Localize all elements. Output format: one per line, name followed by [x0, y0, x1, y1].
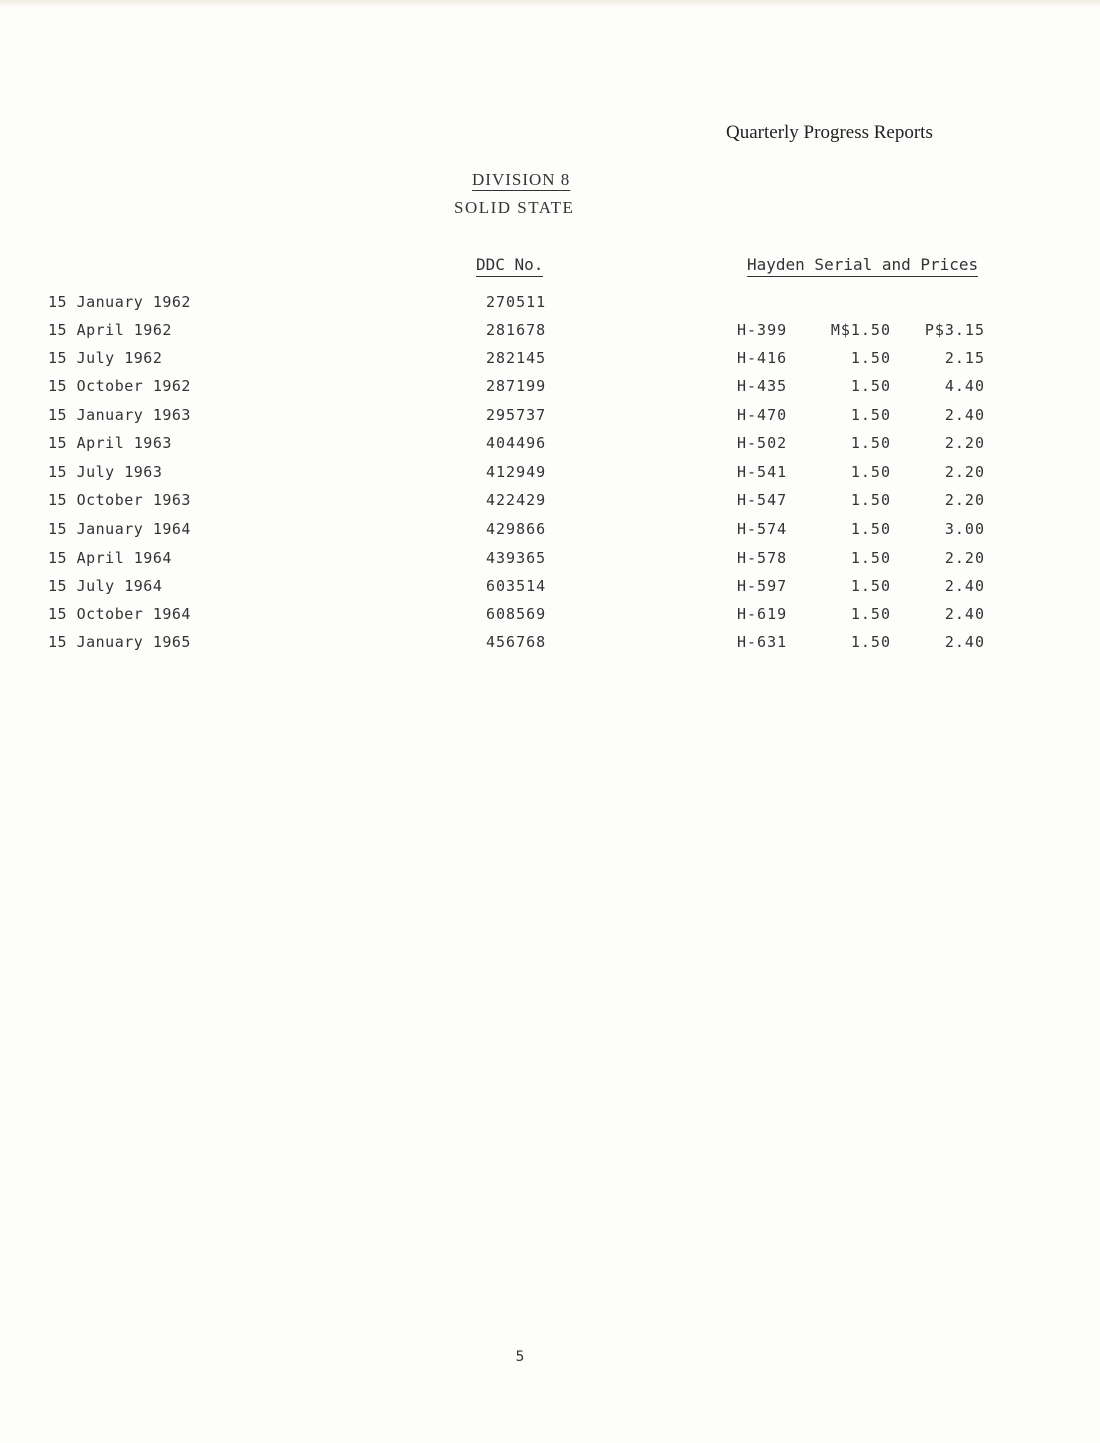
price-m: 1.50 — [850, 406, 891, 424]
ddc-number: 608569 — [486, 605, 547, 623]
price-m: M$1.50 — [830, 321, 891, 339]
price-p: 2.40 — [944, 605, 985, 623]
page-number: 5 — [515, 1349, 525, 1365]
price-m: 1.50 — [850, 434, 891, 452]
price-p: 2.40 — [944, 577, 985, 595]
ddc-number: 404496 — [486, 434, 547, 452]
ddc-number: 603514 — [486, 577, 547, 595]
report-date: 15 July 1963 — [48, 463, 163, 481]
hayden-serial: H-619 — [737, 605, 788, 623]
report-date: 15 January 1964 — [48, 520, 191, 538]
division-heading: DIVISION 8 — [472, 170, 571, 189]
price-p: 2.20 — [944, 491, 985, 509]
ddc-number: 281678 — [486, 321, 547, 339]
price-m: 1.50 — [850, 520, 891, 538]
report-date: 15 July 1964 — [48, 577, 163, 595]
price-p: 2.40 — [944, 633, 985, 651]
ddc-number: 282145 — [486, 349, 547, 367]
price-p: 2.15 — [944, 349, 985, 367]
ddc-number: 456768 — [486, 633, 547, 651]
table-row — [0, 434, 1100, 458]
ddc-number: 270511 — [486, 293, 547, 311]
page-header-title: Quarterly Progress Reports — [726, 122, 933, 143]
hayden-serial: H-597 — [737, 577, 788, 595]
table-row — [0, 633, 1100, 657]
hayden-serial: H-547 — [737, 491, 788, 509]
table-row — [0, 463, 1100, 487]
table-row — [0, 377, 1100, 401]
hayden-serial: H-631 — [737, 633, 788, 651]
price-m: 1.50 — [850, 349, 891, 367]
page-edge-shadow — [0, 0, 1100, 8]
report-date: 15 April 1964 — [48, 549, 172, 567]
report-date: 15 October 1964 — [48, 605, 191, 623]
hayden-serial: H-399 — [737, 321, 788, 339]
hayden-serial: H-541 — [737, 463, 788, 481]
price-m: 1.50 — [850, 491, 891, 509]
price-p: 2.40 — [944, 406, 985, 424]
table-row — [0, 549, 1100, 573]
report-date: 15 January 1963 — [48, 406, 191, 424]
report-date: 15 April 1962 — [48, 321, 172, 339]
price-m: 1.50 — [850, 549, 891, 567]
price-m: 1.50 — [850, 463, 891, 481]
hayden-serial: H-416 — [737, 349, 788, 367]
ddc-number: 439365 — [486, 549, 547, 567]
hayden-serial: H-574 — [737, 520, 788, 538]
price-p: 2.20 — [944, 434, 985, 452]
report-date: 15 July 1962 — [48, 349, 163, 367]
price-m: 1.50 — [850, 377, 891, 395]
table-row — [0, 577, 1100, 601]
ddc-number: 412949 — [486, 463, 547, 481]
table-row — [0, 406, 1100, 430]
hayden-serial: H-470 — [737, 406, 788, 424]
price-m: 1.50 — [850, 577, 891, 595]
ddc-number: 422429 — [486, 491, 547, 509]
report-date: 15 January 1962 — [48, 293, 191, 311]
price-p: P$3.15 — [924, 321, 985, 339]
price-p: 3.00 — [944, 520, 985, 538]
price-m: 1.50 — [850, 605, 891, 623]
table-row — [0, 491, 1100, 515]
table-row — [0, 321, 1100, 345]
table-row — [0, 605, 1100, 629]
price-p: 2.20 — [944, 549, 985, 567]
price-m: 1.50 — [850, 633, 891, 651]
table-row — [0, 293, 1100, 317]
price-p: 2.20 — [944, 463, 985, 481]
hayden-serial: H-435 — [737, 377, 788, 395]
report-date: 15 October 1962 — [48, 377, 191, 395]
report-date: 15 January 1965 — [48, 633, 191, 651]
division-subtitle: SOLID STATE — [454, 198, 575, 217]
report-date: 15 April 1963 — [48, 434, 172, 452]
table-row — [0, 349, 1100, 373]
hayden-serial: H-502 — [737, 434, 788, 452]
column-header-ddc: DDC No. — [476, 255, 543, 277]
ddc-number: 287199 — [486, 377, 547, 395]
ddc-number: 295737 — [486, 406, 547, 424]
ddc-number: 429866 — [486, 520, 547, 538]
hayden-serial: H-578 — [737, 549, 788, 567]
table-row — [0, 520, 1100, 544]
report-date: 15 October 1963 — [48, 491, 191, 509]
price-p: 4.40 — [944, 377, 985, 395]
column-header-hayden: Hayden Serial and Prices — [747, 255, 978, 277]
